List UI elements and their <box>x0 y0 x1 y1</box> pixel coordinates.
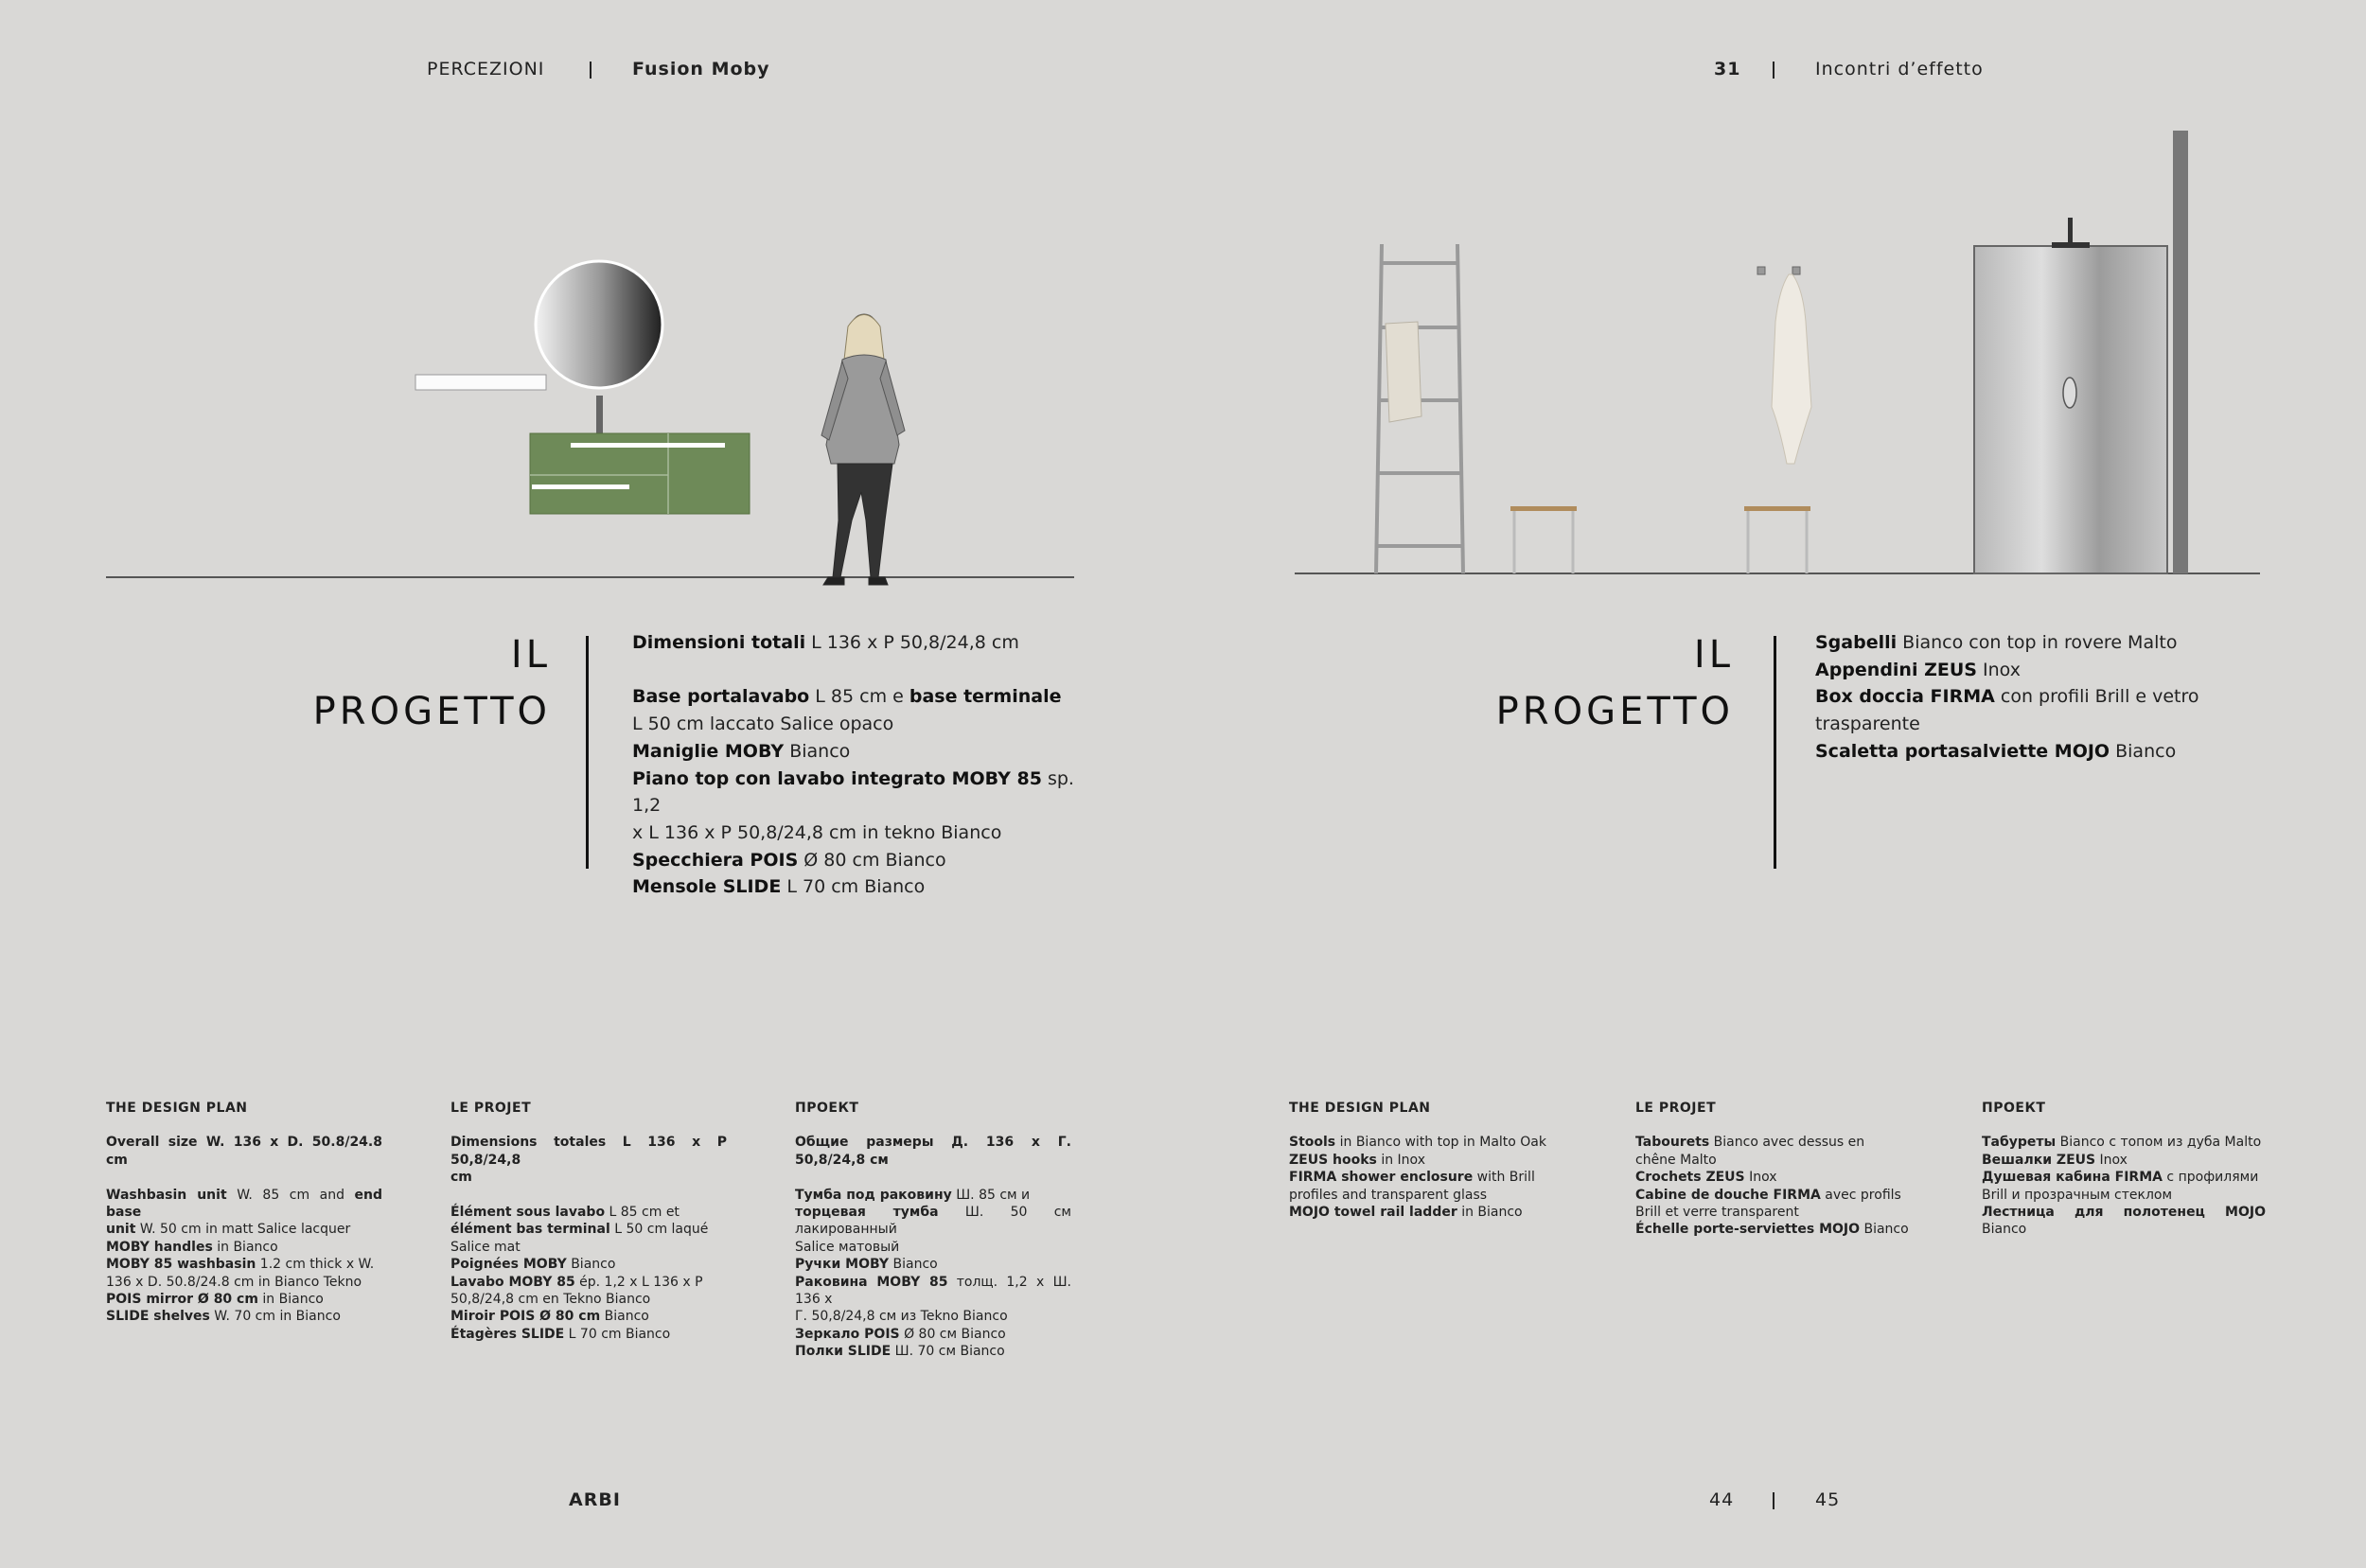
spec-line: x L 136 x P 50,8/24,8 cm in tekno Bianco <box>632 821 1002 843</box>
column-line: MOJO towel rail ladder in Bianco <box>1289 1205 1523 1221</box>
header-divider-right <box>1773 62 1774 79</box>
column-line: Tabourets Bianco avec dessus en <box>1635 1135 1865 1151</box>
column-line: Miroir POIS Ø 80 cm Bianco <box>450 1309 649 1325</box>
zeus-hook-1 <box>1757 267 1765 274</box>
spec-line: Maniglie MOBY Bianco <box>632 740 851 762</box>
column-line: торцевая тумба Ш. 50 см лакированный <box>795 1205 1071 1238</box>
column-line: Душевая кабина FIRMA с профилями <box>1982 1170 2259 1186</box>
line-gap <box>795 1169 1071 1186</box>
right-title-divider <box>1774 636 1776 869</box>
column-heading: LE PROJET <box>450 1101 532 1116</box>
spec-line: Base portalavabo L 85 cm e base terminale <box>632 686 1062 708</box>
left-spec-list <box>632 629 1077 901</box>
right-column-le-projet <box>1635 1100 1912 1239</box>
column-line: Overall size W. 136 x D. 50.8/24.8 cm <box>106 1135 382 1168</box>
column-line: profiles and transparent glass <box>1289 1187 1488 1203</box>
column-line: Lavabo MOBY 85 ép. 1,2 x L 136 x P <box>450 1274 703 1290</box>
column-line: Полки SLIDE Ш. 70 см Bianco <box>795 1344 1005 1360</box>
column-line: ZEUS hooks in Inox <box>1289 1152 1425 1168</box>
column-line: Crochets ZEUS Inox <box>1635 1170 1777 1186</box>
column-line: Salice матовый <box>795 1239 900 1255</box>
column-line: Poignées MOBY Bianco <box>450 1257 616 1273</box>
faucet <box>596 396 603 433</box>
column-line: cm <box>450 1170 472 1186</box>
column-line: SLIDE shelves W. 70 cm in Bianco <box>106 1309 341 1325</box>
shower-handle <box>2063 378 2076 408</box>
left-title: IL PROGETTO <box>312 633 551 733</box>
footer-page-left: 44 <box>1709 1489 1735 1510</box>
column-line: Г. 50,8/24,8 см из Tekno Bianco <box>795 1309 1008 1325</box>
column-line: POIS mirror Ø 80 cm in Bianco <box>106 1292 324 1308</box>
bathroom-elevation-right <box>1287 123 2271 587</box>
right-column-design-plan <box>1289 1100 1565 1221</box>
right-spec-list <box>1815 629 2251 766</box>
column-line: Brill et verre transparent <box>1635 1205 1799 1221</box>
slide-shelf <box>415 375 546 390</box>
header-chapter-title: Incontri d’effetto <box>1815 59 1984 79</box>
header-title: Fusion Moby <box>632 59 770 79</box>
stool-2 <box>1744 506 1810 573</box>
column-line: MOBY handles in Bianco <box>106 1239 278 1255</box>
spec-line: L 50 cm laccato Salice opaco <box>632 714 894 735</box>
column-heading: ПРОЕКТ <box>795 1101 859 1116</box>
person-silhouette <box>821 314 905 585</box>
header-section: PERCEZIONI <box>427 59 545 79</box>
moby-handle-bottom <box>532 484 629 489</box>
column-line: Вешалки ZEUS Inox <box>1982 1152 2128 1168</box>
column-line: Washbasin unit W. 85 cm and end base <box>106 1187 382 1221</box>
column-line: 50,8/24,8 cm en Tekno Bianco <box>450 1292 651 1308</box>
column-heading: THE DESIGN PLAN <box>1289 1101 1431 1116</box>
spec-line: Sgabelli Bianco con top in rovere Malto <box>1815 632 2178 653</box>
right-column-proekt <box>1982 1100 2266 1239</box>
bathrobe <box>1772 274 1811 464</box>
zeus-hook-2 <box>1792 267 1800 274</box>
column-line: Stools in Bianco with top in Malto Oak <box>1289 1135 1546 1151</box>
column-line: Ручки MOBY Bianco <box>795 1257 938 1273</box>
shower-wall-panel <box>2173 131 2188 573</box>
column-line: Cabine de douche FIRMA avec profils <box>1635 1187 1901 1203</box>
line-gap <box>106 1169 382 1186</box>
moby-handle-top <box>571 443 725 448</box>
spec-line: Piano top con lavabo integrato MOBY 85 sp. 1,2 <box>632 767 1074 817</box>
left-column-proekt <box>795 1100 1071 1361</box>
column-line: Общие размеры Д. 136 x Г. 50,8/24,8 см <box>795 1135 1071 1168</box>
column-line: Лестница для полотенец MOJO Bianco <box>1982 1205 2266 1238</box>
column-line: Раковина MOBY 85 толщ. 1,2 x Ш. 136 x <box>795 1274 1071 1308</box>
line-gap <box>450 1187 727 1204</box>
spec-line: Box doccia FIRMA con profili Brill e vetro <box>1815 686 2199 708</box>
firma-shower-enclosure <box>1974 246 2167 573</box>
column-line: MOBY 85 washbasin 1.2 cm thick x W. <box>106 1257 375 1273</box>
header-page-number: 31 <box>1714 59 1741 79</box>
spec-line: Specchiera POIS Ø 80 cm Bianco <box>632 849 946 871</box>
spec-line: trasparente <box>1815 714 1920 735</box>
column-line: Brill и прозрачным стеклом <box>1982 1187 2173 1203</box>
spec-line: Scaletta portasalviette MOJO Bianco <box>1815 740 2177 762</box>
column-line: Табуреты Bianco с топом из дуба Malto <box>1982 1135 2262 1151</box>
spec-line: Mensole SLIDE L 70 cm Bianco <box>632 876 926 898</box>
left-title-divider <box>586 636 589 869</box>
pois-mirror <box>536 261 662 388</box>
left-column-design-plan <box>106 1100 382 1326</box>
towel <box>1386 322 1421 422</box>
line-gap <box>632 657 1077 684</box>
column-line: Dimensions totales L 136 x P 50,8/24,8 <box>450 1135 727 1168</box>
left-column-le-projet <box>450 1100 727 1343</box>
right-title: IL PROGETTO <box>1495 633 1734 733</box>
stool-1 <box>1510 506 1577 573</box>
header-divider <box>590 62 592 79</box>
footer-divider <box>1773 1492 1774 1509</box>
column-line: Зеркало POIS Ø 80 см Bianco <box>795 1326 1006 1342</box>
spec-line: Dimensioni totali L 136 x P 50,8/24,8 cm <box>632 632 1019 653</box>
column-heading: THE DESIGN PLAN <box>106 1101 248 1116</box>
column-line: FIRMA shower enclosure with Brill <box>1289 1170 1535 1186</box>
column-line: élément bas terminal L 50 cm laqué <box>450 1222 709 1238</box>
bathroom-elevation-left <box>95 237 1079 615</box>
footer-brand: ARBI <box>569 1489 621 1510</box>
footer-page-right: 45 <box>1815 1489 1841 1510</box>
column-line: Тумба под раковину Ш. 85 см и <box>795 1187 1031 1203</box>
column-heading: ПРОЕКТ <box>1982 1101 2046 1116</box>
column-line: Salice mat <box>450 1239 521 1255</box>
column-heading: LE PROJET <box>1635 1101 1717 1116</box>
column-line: Élément sous lavabo L 85 cm et <box>450 1205 680 1221</box>
spec-line: Appendini ZEUS Inox <box>1815 659 2021 680</box>
column-line: chêne Malto <box>1635 1152 1717 1168</box>
column-line: unit W. 50 cm in matt Salice lacquer <box>106 1222 351 1238</box>
column-line: Étagères SLIDE L 70 cm Bianco <box>450 1326 671 1342</box>
column-line: Échelle porte-serviettes MOJO Bianco <box>1635 1222 1909 1238</box>
column-line: 136 x D. 50.8/24.8 cm in Bianco Tekno <box>106 1274 362 1290</box>
